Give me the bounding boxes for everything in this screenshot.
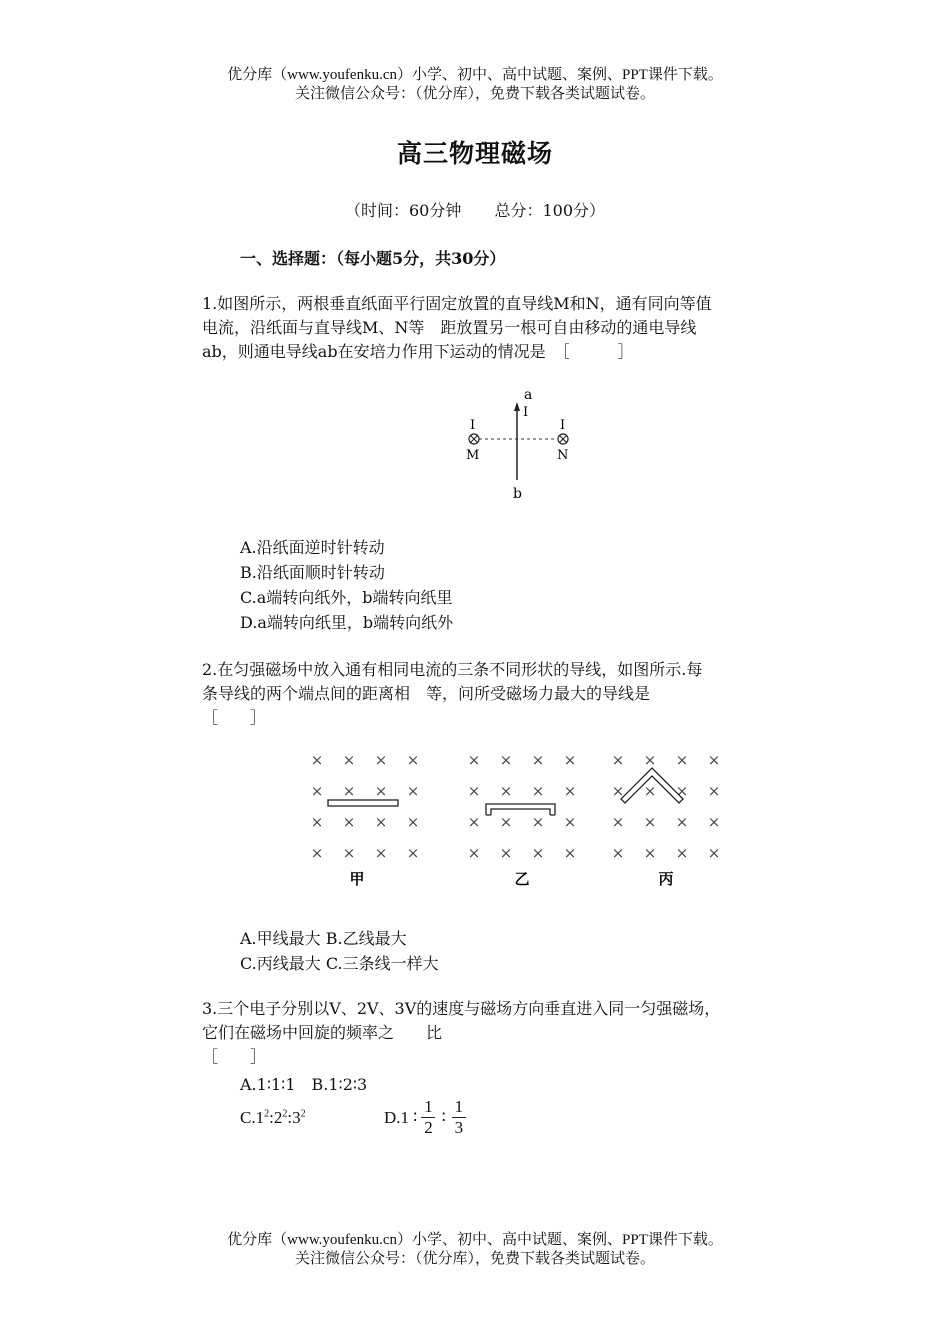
page-title: 高三物理磁场	[396, 139, 553, 168]
page-header	[0, 66, 950, 104]
field-cross: ×	[563, 844, 577, 862]
field-cross: ×	[374, 782, 388, 800]
question-3-line: 3.三个电子分别以V、2V、3V的速度与磁场方向垂直进入同一匀强磁场，	[202, 999, 721, 1018]
option-c: C.a端转向纸外，b端转向纸里	[240, 588, 453, 607]
label-yi: 乙	[514, 870, 530, 888]
option-ab: A.甲线最大 B.乙线最大	[240, 929, 407, 948]
question-2-line: 2.在匀强磁场中放入通有相同电流的三条不同形状的导线，如图所示.每	[202, 660, 703, 679]
fraction: 1 3	[452, 1097, 466, 1138]
field-cross: ×	[499, 844, 513, 862]
field-cross: ×	[563, 782, 577, 800]
footer-line-1: 优分库（www.youfenku.cn）小学、初中、高中试题、案例、PPT课件下载。	[227, 1232, 723, 1248]
field-cross: ×	[310, 751, 324, 769]
question-3-line: 它们在磁场中回旋的频率之 比	[202, 1023, 443, 1042]
option-d: D.a端转向纸里，b端转向纸外	[240, 613, 454, 632]
field-cross: ×	[342, 844, 356, 862]
option-b: B.沿纸面顺时针转动	[240, 563, 385, 582]
field-cross: ×	[707, 751, 721, 769]
question-1-line: ab，则通电导线ab在安培力作用下运动的情况是 ［ ］	[202, 342, 634, 361]
field-cross: ×	[499, 751, 513, 769]
field-cross: ×	[675, 844, 689, 862]
field-cross: ×	[406, 782, 420, 800]
label-jia: 甲	[349, 870, 365, 888]
field-cross: ×	[611, 751, 625, 769]
option-a: A.沿纸面逆时针转动	[240, 538, 385, 557]
wire-jia	[328, 800, 398, 806]
field-cross: ×	[467, 782, 481, 800]
question-2-options	[240, 926, 439, 976]
field-cross: ×	[563, 751, 577, 769]
option-ab: A.1∶1∶1 B.1∶2∶3	[240, 1075, 368, 1094]
field-cross: ×	[531, 844, 545, 862]
field-cross: ×	[707, 844, 721, 862]
header-line-1: 优分库（www.youfenku.cn）小学、初中、高中试题、案例、PPT课件下载。	[227, 67, 723, 83]
field-cross: ×	[643, 782, 657, 800]
field-cross: ×	[374, 751, 388, 769]
field-cross: ×	[611, 813, 625, 831]
question-2-line: ［ ］	[202, 708, 267, 727]
footer-line-2: 关注微信公众号：（优分库），免费下载各类试题试卷。	[294, 1251, 655, 1267]
question-1-options	[240, 535, 453, 635]
field-cross: ×	[310, 813, 324, 831]
question-2-line: 条导线的两个端点间的距离相 等，问所受磁场力最大的导线是	[202, 684, 651, 703]
field-cross: ×	[675, 813, 689, 831]
option-cd: C.丙线最大 C.三条线一样大	[240, 954, 439, 973]
field-cross: ×	[467, 751, 481, 769]
label-bing: 丙	[658, 870, 674, 888]
field-cross: ×	[563, 813, 577, 831]
field-cross: ×	[707, 782, 721, 800]
question-3-line: ［ ］	[202, 1047, 267, 1066]
field-cross: ×	[406, 751, 420, 769]
exam-info	[0, 198, 950, 221]
question-2	[202, 658, 812, 730]
field-cross: ×	[643, 844, 657, 862]
field-cross: ×	[643, 751, 657, 769]
field-cross: ×	[531, 751, 545, 769]
option-c-formula: $C.1^2:2^2:3^2$	[240, 1108, 306, 1127]
question-3-options	[240, 1072, 367, 1097]
field-cross: ×	[342, 751, 356, 769]
label-n: N	[557, 448, 569, 463]
field-cross: ×	[611, 782, 625, 800]
fraction: 1 2	[421, 1097, 435, 1138]
field-cross: ×	[406, 844, 420, 862]
field-cross: ×	[310, 844, 324, 862]
label-a: a	[524, 387, 533, 403]
field-cross: ×	[499, 782, 513, 800]
field-cross: ×	[611, 844, 625, 862]
question-2-figure	[300, 745, 740, 895]
wire-yi	[486, 804, 555, 815]
field-cross: ×	[531, 813, 545, 831]
field-cross: ×	[310, 782, 324, 800]
field-cross: ×	[643, 813, 657, 831]
page-footer	[0, 1231, 950, 1269]
question-1	[202, 292, 812, 364]
header-line-2: 关注微信公众号：（优分库），免费下载各类试题试卷。	[294, 86, 655, 102]
section-heading: 一、选择题：（每小题5分，共30分）	[240, 249, 506, 268]
field-cross: ×	[675, 782, 689, 800]
field-cross: ×	[374, 844, 388, 862]
field-cross: ×	[467, 813, 481, 831]
question-3	[202, 997, 812, 1069]
field-cross: ×	[707, 813, 721, 831]
label-current-m: I	[470, 418, 476, 433]
field-cross: ×	[675, 751, 689, 769]
field-cross: ×	[467, 844, 481, 862]
field-cross: ×	[531, 782, 545, 800]
question-1-line: 电流，沿纸面与直导线M、N等 距放置另一根可自由移动的通电导线	[202, 318, 697, 337]
question-1-line: 1.如图所示，两根垂直纸面平行固定放置的直导线M和N，通有同向等值	[202, 294, 712, 313]
field-cross: ×	[499, 813, 513, 831]
label-current-n: I	[560, 418, 566, 433]
field-cross: ×	[342, 782, 356, 800]
question-1-figure	[455, 382, 585, 504]
total-score: 总分：100分）	[494, 201, 605, 220]
field-cross: ×	[406, 813, 420, 831]
field-cross: ×	[342, 813, 356, 831]
option-d-formula: D. 1 ∶ 1 2 ∶ 1 3	[384, 1097, 466, 1138]
field-cross: ×	[374, 813, 388, 831]
time-limit: （时间：60分钟	[344, 201, 462, 220]
label-current: I	[523, 405, 529, 420]
label-b: b	[513, 486, 522, 502]
current-arrow-icon	[514, 402, 520, 411]
label-m: M	[466, 448, 480, 463]
